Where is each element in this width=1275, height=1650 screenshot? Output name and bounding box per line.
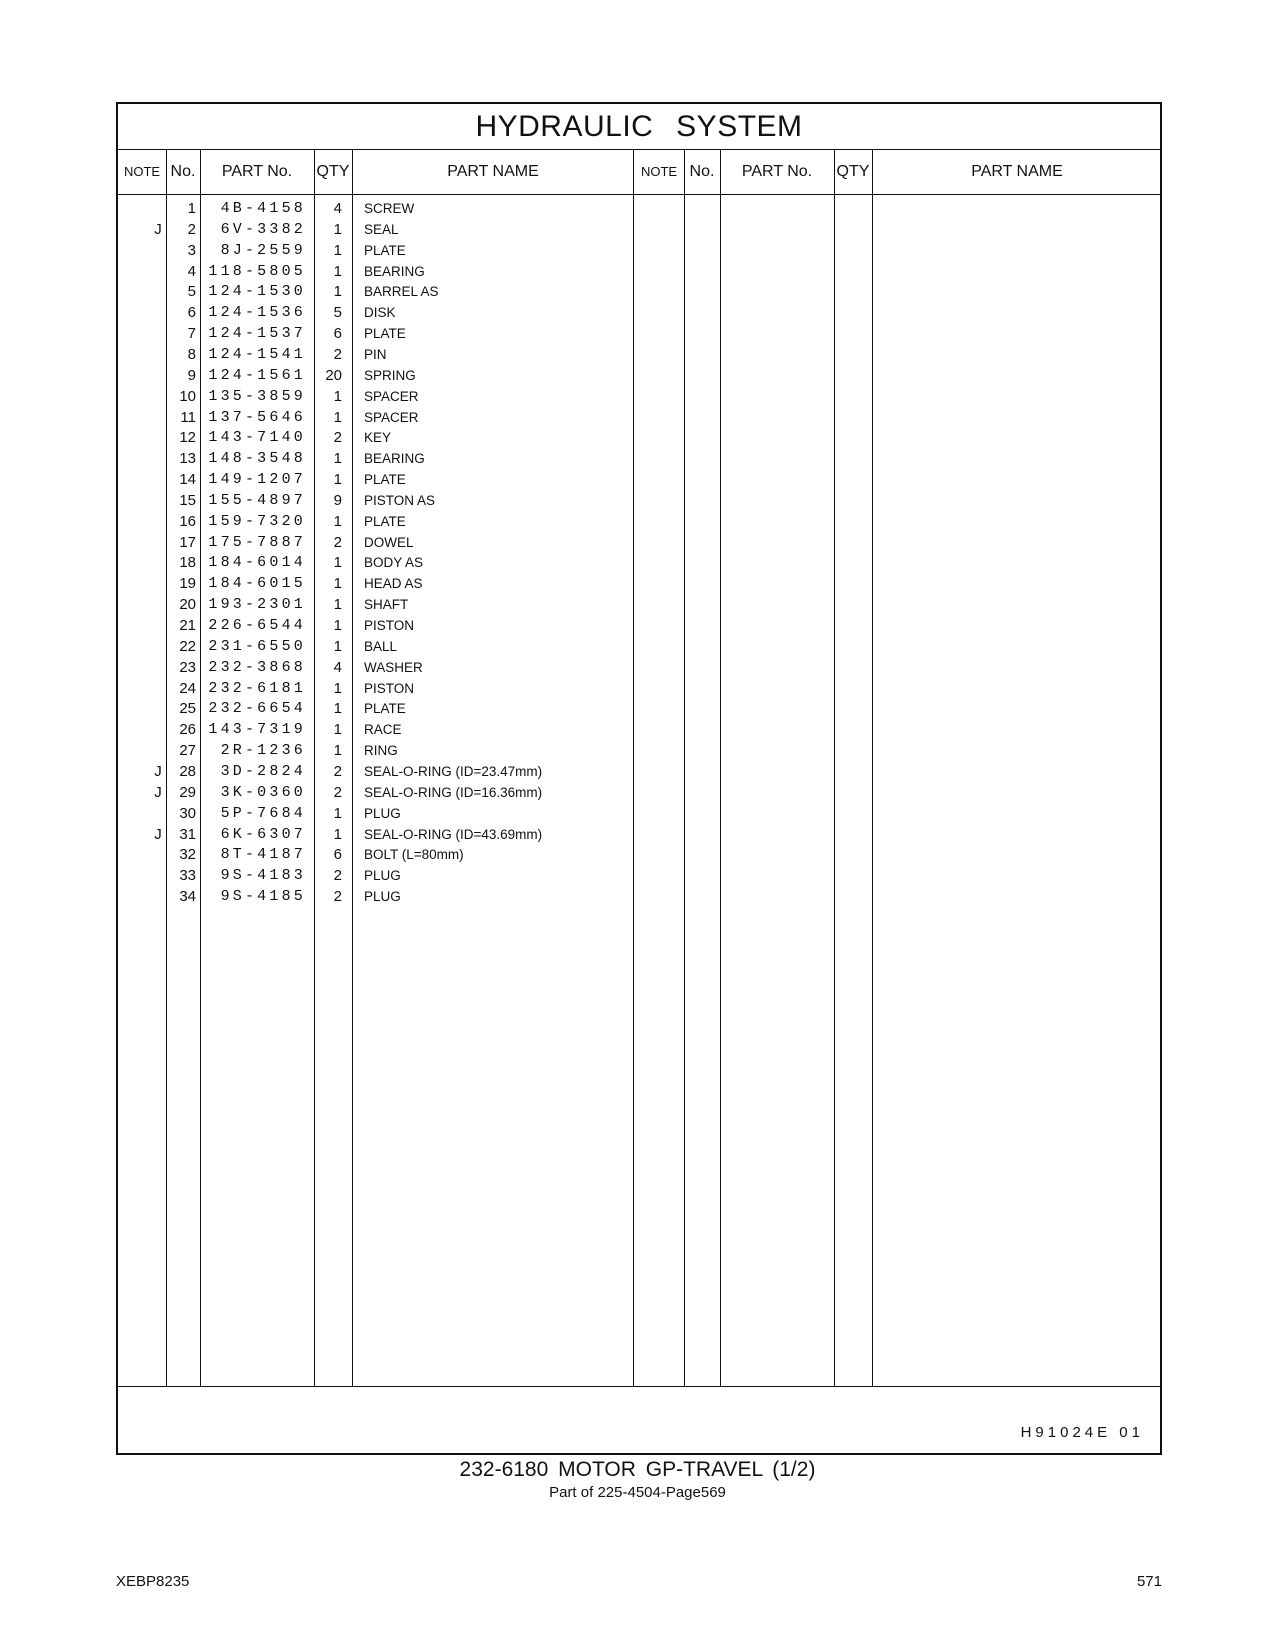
section-title: HYDRAULIC SYSTEM bbox=[118, 104, 1160, 150]
table-row bbox=[118, 698, 638, 720]
part-number: 184-6015 bbox=[208, 575, 306, 593]
part-name: PLUG bbox=[364, 805, 401, 821]
part-number: 124-1537 bbox=[208, 325, 306, 343]
table-row bbox=[118, 511, 638, 533]
part-number: 9S-4183 bbox=[220, 867, 306, 885]
part-number: 175-7887 bbox=[208, 533, 306, 551]
part-quantity: 1 bbox=[333, 804, 342, 822]
part-name: RING bbox=[364, 743, 398, 759]
part-note: J bbox=[154, 762, 162, 780]
part-number: 124-1536 bbox=[208, 304, 306, 322]
part-name: RACE bbox=[364, 722, 402, 738]
part-quantity: 1 bbox=[333, 825, 342, 843]
part-quantity: 6 bbox=[333, 325, 342, 343]
table-row bbox=[118, 407, 638, 429]
table-row bbox=[118, 219, 638, 241]
part-item-number: 22 bbox=[179, 637, 196, 655]
table-row bbox=[118, 302, 638, 324]
table-row bbox=[118, 803, 638, 825]
table-row bbox=[118, 490, 638, 512]
part-item-number: 32 bbox=[179, 846, 196, 864]
column-divider bbox=[720, 150, 721, 1386]
part-note bbox=[148, 365, 168, 387]
part-note bbox=[148, 240, 168, 262]
part-name: WASHER bbox=[364, 659, 423, 675]
part-name: PISTON bbox=[364, 618, 415, 633]
part-item-number: 12 bbox=[179, 429, 196, 447]
part-note bbox=[148, 427, 168, 449]
part-note bbox=[148, 657, 168, 679]
part-number: 143-7319 bbox=[208, 721, 306, 739]
part-number: 232-6181 bbox=[208, 679, 306, 697]
part-number: 184-6014 bbox=[208, 554, 306, 572]
part-item-number: 14 bbox=[179, 471, 196, 489]
parts-table-frame bbox=[116, 102, 1162, 1455]
part-item-number: 1 bbox=[187, 200, 196, 217]
part-number: 3K-0360 bbox=[220, 783, 306, 801]
column-divider bbox=[684, 150, 685, 1386]
part-name: BARREL AS bbox=[364, 284, 439, 300]
col-partno-right: PART No. bbox=[741, 163, 813, 180]
part-name: BALL bbox=[364, 638, 398, 654]
part-name: SPACER bbox=[364, 388, 419, 404]
part-quantity: 1 bbox=[333, 596, 342, 614]
part-quantity: 2 bbox=[333, 762, 342, 780]
part-quantity: 20 bbox=[325, 366, 342, 384]
part-item-number: 25 bbox=[179, 700, 196, 718]
table-header bbox=[118, 150, 1160, 195]
part-name: SCREW bbox=[364, 201, 415, 216]
part-quantity: 4 bbox=[333, 658, 342, 676]
part-quantity: 1 bbox=[333, 512, 342, 530]
part-quantity: 1 bbox=[333, 700, 342, 718]
table-row bbox=[118, 657, 638, 679]
part-quantity: 1 bbox=[333, 283, 342, 301]
part-name: PIN bbox=[364, 346, 387, 362]
part-quantity: 6 bbox=[333, 846, 342, 864]
part-number: 159-7320 bbox=[208, 512, 306, 530]
part-item-number: 33 bbox=[179, 867, 196, 885]
part-note bbox=[148, 323, 168, 345]
part-item-number: 28 bbox=[179, 762, 196, 780]
part-quantity: 1 bbox=[333, 471, 342, 489]
table-row bbox=[118, 740, 638, 762]
part-item-number: 21 bbox=[179, 617, 196, 634]
part-item-number: 17 bbox=[179, 533, 196, 551]
part-note bbox=[148, 615, 168, 637]
part-quantity: 1 bbox=[333, 617, 342, 634]
part-number: 124-1530 bbox=[208, 283, 306, 301]
part-name: SEAL-O-RING (ID=43.69mm) bbox=[364, 826, 543, 842]
part-quantity: 1 bbox=[333, 262, 342, 280]
part-note bbox=[148, 719, 168, 741]
part-name: SPRING bbox=[364, 367, 416, 383]
part-note bbox=[148, 261, 168, 283]
col-note-left: NOTE bbox=[123, 164, 161, 179]
table-row bbox=[118, 261, 638, 283]
table-row bbox=[118, 198, 638, 220]
part-item-number: 31 bbox=[179, 825, 196, 843]
part-number: 149-1207 bbox=[208, 471, 306, 489]
part-quantity: 1 bbox=[333, 387, 342, 405]
part-note bbox=[148, 678, 168, 700]
col-partname-right: PART NAME bbox=[971, 163, 1063, 180]
part-note bbox=[148, 469, 168, 491]
col-no-left: No. bbox=[170, 163, 196, 180]
part-note: J bbox=[154, 783, 162, 801]
part-quantity: 1 bbox=[333, 220, 342, 238]
illustration-code: H91024E 01 bbox=[1020, 1424, 1144, 1441]
part-name: DOWEL bbox=[364, 534, 414, 550]
part-number: 143-7140 bbox=[208, 429, 306, 447]
table-row bbox=[118, 344, 638, 366]
part-note bbox=[148, 740, 168, 762]
part-name: KEY bbox=[364, 430, 392, 446]
part-note bbox=[148, 636, 168, 658]
column-divider bbox=[834, 150, 835, 1386]
part-item-number: 18 bbox=[179, 554, 196, 572]
table-row bbox=[118, 448, 638, 470]
part-name: DISK bbox=[364, 305, 396, 321]
part-note bbox=[148, 344, 168, 366]
part-number: 137-5646 bbox=[208, 408, 306, 426]
part-quantity: 2 bbox=[333, 783, 342, 801]
part-quantity: 1 bbox=[333, 450, 342, 468]
part-item-number: 34 bbox=[179, 888, 196, 906]
document-id: XEBP8235 bbox=[116, 1573, 190, 1590]
part-number: 6V-3382 bbox=[220, 220, 306, 238]
part-note bbox=[148, 552, 168, 574]
table-row bbox=[118, 824, 638, 846]
part-item-number: 30 bbox=[179, 804, 196, 822]
part-item-number: 2 bbox=[187, 220, 196, 238]
part-number: 5P-7684 bbox=[220, 804, 306, 822]
part-quantity: 2 bbox=[333, 867, 342, 885]
part-name: PLATE bbox=[364, 472, 406, 488]
part-item-number: 3 bbox=[187, 241, 196, 259]
part-item-number: 8 bbox=[187, 345, 196, 363]
part-number: 118-5805 bbox=[208, 262, 306, 280]
part-quantity: 2 bbox=[333, 533, 342, 551]
part-item-number: 20 bbox=[179, 596, 196, 614]
part-number: 4B-4158 bbox=[220, 200, 306, 217]
part-number: 148-3548 bbox=[208, 450, 306, 468]
part-name: PISTON AS bbox=[364, 492, 436, 508]
part-item-number: 5 bbox=[187, 283, 196, 301]
table-row bbox=[118, 323, 638, 345]
part-note bbox=[148, 844, 168, 866]
part-name: SHAFT bbox=[364, 597, 409, 613]
part-number: 3D-2824 bbox=[220, 762, 306, 780]
part-note bbox=[148, 511, 168, 533]
part-number: 9S-4185 bbox=[220, 888, 306, 906]
part-note bbox=[148, 886, 168, 908]
part-item-number: 9 bbox=[187, 366, 196, 384]
part-number: 135-3859 bbox=[208, 387, 306, 405]
part-item-number: 6 bbox=[187, 304, 196, 322]
part-number: 124-1541 bbox=[208, 345, 306, 363]
part-note bbox=[148, 407, 168, 429]
part-item-number: 26 bbox=[179, 721, 196, 739]
part-name: PLATE bbox=[364, 242, 406, 258]
part-name: SPACER bbox=[364, 409, 419, 425]
part-item-number: 23 bbox=[179, 658, 196, 676]
table-row bbox=[118, 240, 638, 262]
table-row bbox=[118, 782, 638, 804]
table-row bbox=[118, 573, 638, 595]
part-name: PLATE bbox=[364, 513, 406, 529]
part-item-number: 16 bbox=[179, 512, 196, 530]
part-quantity: 1 bbox=[333, 554, 342, 572]
part-quantity: 1 bbox=[333, 241, 342, 259]
part-item-number: 19 bbox=[179, 575, 196, 593]
part-quantity: 1 bbox=[333, 742, 342, 760]
part-note bbox=[148, 573, 168, 595]
part-note bbox=[148, 698, 168, 720]
table-row bbox=[118, 636, 638, 658]
part-number: 231-6550 bbox=[208, 637, 306, 655]
table-row bbox=[118, 532, 638, 554]
part-name: SEAL-O-RING (ID=23.47mm) bbox=[364, 763, 543, 779]
table-row bbox=[118, 552, 638, 574]
part-number: 226-6544 bbox=[208, 617, 306, 634]
part-name: BEARING bbox=[364, 451, 425, 467]
table-row bbox=[118, 678, 638, 700]
col-qty-right: QTY bbox=[836, 163, 870, 180]
part-quantity: 2 bbox=[333, 345, 342, 363]
page-number: 571 bbox=[1136, 1573, 1162, 1590]
column-divider bbox=[872, 150, 873, 1386]
part-item-number: 11 bbox=[180, 408, 196, 426]
table-row bbox=[118, 386, 638, 408]
part-item-number: 7 bbox=[187, 325, 196, 343]
part-note bbox=[148, 865, 168, 887]
part-quantity: 2 bbox=[333, 888, 342, 906]
assembly-subcaption: Part of 225-4504-Page569 bbox=[549, 1484, 726, 1501]
part-name: PLUG bbox=[364, 889, 401, 905]
part-name: BODY AS bbox=[364, 555, 424, 571]
part-name: PISTON bbox=[364, 680, 415, 696]
part-item-number: 4 bbox=[187, 262, 196, 280]
part-item-number: 15 bbox=[179, 491, 196, 509]
part-quantity: 1 bbox=[333, 408, 342, 426]
part-note bbox=[148, 281, 168, 303]
part-name: PLATE bbox=[364, 701, 406, 717]
table-row bbox=[118, 615, 638, 637]
part-number: 232-6654 bbox=[208, 700, 306, 718]
col-no-right: No. bbox=[689, 163, 715, 180]
part-name: HEAD AS bbox=[364, 576, 423, 592]
part-number: 8J-2559 bbox=[220, 241, 306, 259]
part-note bbox=[148, 490, 168, 512]
part-name: PLATE bbox=[364, 326, 406, 342]
col-qty-left: QTY bbox=[316, 163, 350, 180]
table-row bbox=[118, 281, 638, 303]
table-footer-divider bbox=[118, 1386, 1160, 1387]
part-item-number: 10 bbox=[179, 387, 196, 405]
part-number: 193-2301 bbox=[208, 596, 306, 614]
table-row bbox=[118, 469, 638, 491]
assembly-caption: 232-6180 MOTOR GP-TRAVEL (1/2) bbox=[459, 1458, 816, 1481]
part-number: 155-4897 bbox=[208, 491, 306, 509]
part-note bbox=[148, 532, 168, 554]
part-name: SEAL-O-RING (ID=16.36mm) bbox=[364, 784, 543, 800]
part-name: BOLT (L=80mm) bbox=[364, 847, 464, 863]
part-note: J bbox=[154, 825, 162, 843]
part-quantity: 9 bbox=[333, 491, 342, 509]
part-note bbox=[148, 386, 168, 408]
part-note bbox=[148, 594, 168, 616]
part-number: 232-3868 bbox=[208, 658, 306, 676]
part-quantity: 1 bbox=[333, 721, 342, 739]
part-quantity: 1 bbox=[333, 637, 342, 655]
part-name: PLUG bbox=[364, 868, 401, 884]
col-note-right: NOTE bbox=[640, 164, 678, 179]
part-note bbox=[148, 448, 168, 470]
table-row bbox=[118, 594, 638, 616]
part-quantity: 4 bbox=[333, 200, 342, 217]
part-item-number: 27 bbox=[179, 742, 196, 760]
table-row bbox=[118, 365, 638, 387]
table-row bbox=[118, 761, 638, 783]
table-row bbox=[118, 865, 638, 887]
table-row bbox=[118, 427, 638, 449]
part-number: 6K-6307 bbox=[220, 825, 306, 843]
col-partno-left: PART No. bbox=[221, 163, 293, 180]
col-partname-left: PART NAME bbox=[447, 163, 539, 180]
part-note bbox=[148, 302, 168, 324]
part-note bbox=[148, 803, 168, 825]
part-item-number: 24 bbox=[179, 679, 196, 697]
part-quantity: 5 bbox=[333, 304, 342, 322]
table-row bbox=[118, 886, 638, 908]
part-number: 124-1561 bbox=[208, 366, 306, 384]
part-item-number: 29 bbox=[179, 783, 196, 801]
part-quantity: 1 bbox=[333, 575, 342, 593]
part-item-number: 13 bbox=[179, 450, 196, 468]
part-quantity: 2 bbox=[333, 429, 342, 447]
table-row bbox=[118, 844, 638, 866]
part-quantity: 1 bbox=[333, 679, 342, 697]
table-row bbox=[118, 719, 638, 741]
part-note bbox=[148, 198, 168, 220]
part-number: 2R-1236 bbox=[220, 742, 306, 760]
part-name: BEARING bbox=[364, 263, 425, 279]
part-number: 8T-4187 bbox=[220, 846, 306, 864]
part-name: SEAL bbox=[364, 221, 399, 237]
part-note: J bbox=[154, 220, 162, 238]
